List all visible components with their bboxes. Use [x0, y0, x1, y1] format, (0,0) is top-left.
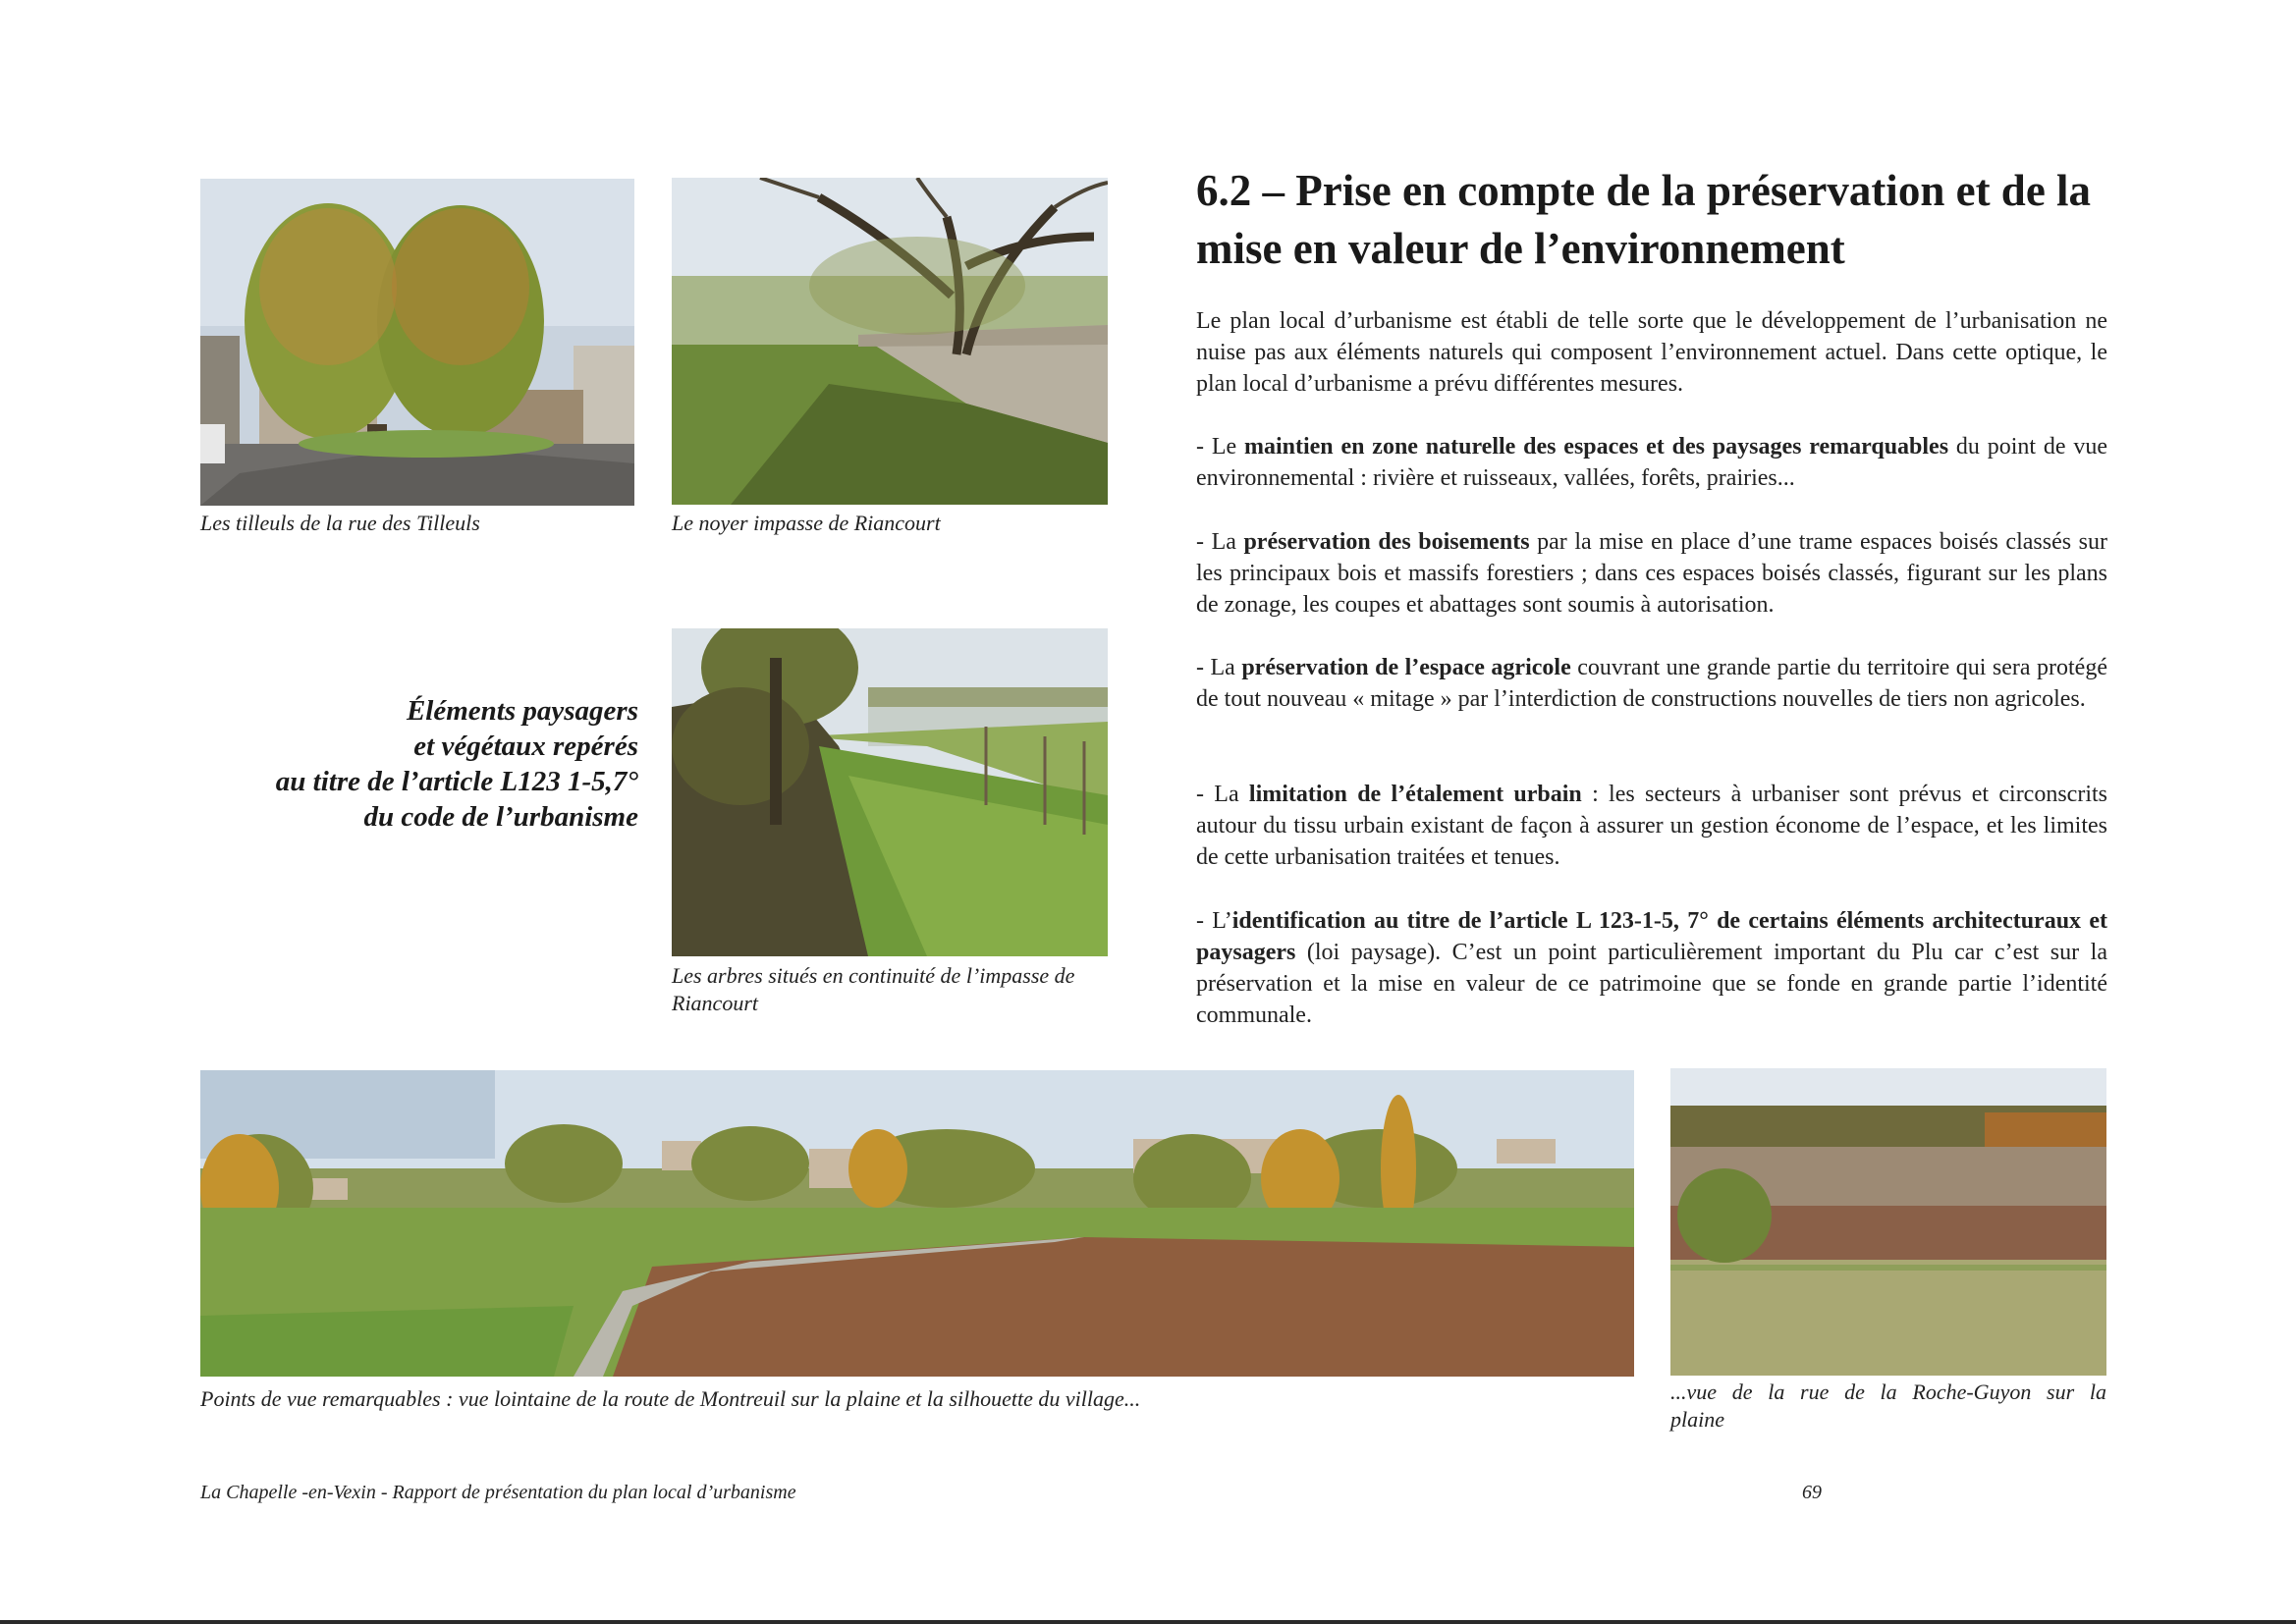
- measure-prefix: - La: [1196, 655, 1242, 680]
- measure-prefix: - L’: [1196, 908, 1232, 934]
- footer-document-title: La Chapelle -en-Vexin - Rapport de présentation du plan local d’urbanisme: [200, 1482, 796, 1503]
- measure-item-4: [1196, 779, 2107, 873]
- measure-rest: par la mise en place d’une trame espaces boisés classés sur les principaux bois et massifs forestiers ; dans ces espaces boisés classés, figurant sur les plans de zonage, les coupes et abattages sont soumis à autorisation.: [1196, 529, 2107, 618]
- caption-arbres: [672, 962, 1074, 1017]
- measure-bold: maintien en zone naturelle des espaces et des paysages remarquables: [1243, 434, 1949, 460]
- caption-arbres-line2: Riancourt: [672, 991, 758, 1015]
- photo-plaine: [1670, 1068, 2106, 1376]
- caption-arbres-line1: Les arbres situés en continuité de l’impasse de: [672, 963, 1075, 988]
- measure-rest: couvrant une grande partie du territoire qui sera protégé de tout nouveau « mitage » par l’interdiction de constructions nouvelles de tiers non agricoles.: [1196, 655, 2107, 712]
- measure-item-2: [1196, 526, 2107, 621]
- caption-plaine-line2: plaine: [1670, 1407, 1724, 1432]
- measure-bold: préservation des boisements: [1243, 529, 1530, 555]
- scan-edge: [0, 1620, 2296, 1624]
- side-title-line4: du code de l’urbanisme: [363, 801, 638, 833]
- photo-noyer: [672, 178, 1108, 505]
- measure-prefix: - Le: [1196, 434, 1244, 460]
- measure-item-1: [1196, 431, 2107, 494]
- caption-noyer: Le noyer impasse de Riancourt: [672, 511, 941, 535]
- page-number: 69: [1802, 1482, 1822, 1503]
- intro-paragraph: Le plan local d’urbanisme est établi de telle sorte que le développement de l’urbanisation ne nuise pas aux éléments naturels qui composent l’environnement actuel. Dans cette optique, le plan local d’urbanisme a prévu différentes mesures.: [1196, 308, 2107, 397]
- caption-tilleuls: Les tilleuls de la rue des Tilleuls: [200, 511, 480, 535]
- photo-tilleuls: [200, 179, 634, 506]
- side-title-line3: au titre de l’article L123 1-5,7°: [275, 766, 638, 797]
- measure-rest: : les secteurs à urbaniser sont prévus et circonscrits autour du tissu urbain existant de façon à assurer un gestion économe de l’espace, et les limites de cette urbanisation traitées et tenues.: [1196, 782, 2107, 870]
- photo-arbres: [672, 628, 1108, 956]
- measure-prefix: - La: [1196, 529, 1244, 555]
- side-title-line2: et végétaux repérés: [413, 731, 638, 762]
- measure-rest: du point de vue environnemental : rivière et ruisseaux, vallées, forêts, prairies...: [1196, 434, 2108, 491]
- measure-bold: identification au titre de l’article L 123-1-5, 7° de certains éléments architecturaux et paysagers: [1196, 908, 2107, 965]
- measure-item-5: [1196, 905, 2107, 1031]
- measure-rest: (loi paysage). C’est un point particulièrement important du Plu car c’est sur la préservation et la mise en valeur de ce patrimoine que se fonde en grande partie l’identité communale.: [1196, 940, 2107, 1028]
- section-title: 6.2 – Prise en compte de la préservation et de la mise en valeur de l’environnement: [1196, 166, 2092, 273]
- caption-panorama: Points de vue remarquables : vue lointaine de la route de Montreuil sur la plaine et la silhouette du village...: [200, 1386, 1141, 1411]
- side-title: [226, 693, 638, 835]
- photo-panorama: [200, 1070, 1634, 1377]
- caption-plaine: [1670, 1379, 2106, 1434]
- measure-prefix: - La: [1196, 782, 1249, 807]
- caption-plaine-line1: ...vue de la rue de la Roche-Guyon sur la: [1670, 1380, 2106, 1404]
- measure-bold: limitation de l’étalement urbain: [1248, 782, 1582, 807]
- measure-bold: préservation de l’espace agricole: [1241, 655, 1571, 680]
- measure-item-3: [1196, 652, 2107, 715]
- side-title-line1: Éléments paysagers: [406, 695, 638, 727]
